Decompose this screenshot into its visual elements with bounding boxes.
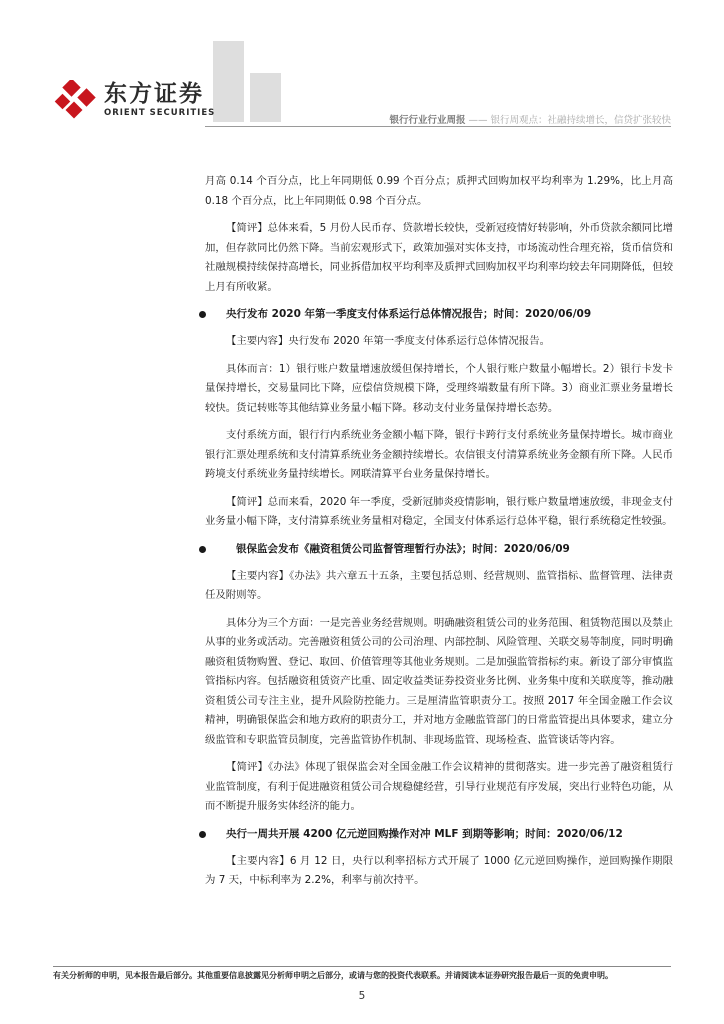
news-item-heading [199,825,673,844]
paragraph: 【主要内容】6 月 12 日，央行以利率招标方式开展了 1000 亿元逆回购操作，逆回购操作期限为 7 天，中标利率为 2.2%，利率与前次持平。 [205,854,673,886]
logo-chinese-name: 东方证券 [104,81,204,107]
news-heading-text: 银保监会发布《融资租赁公司监督管理暂行办法》；时间：2020/06/09 [236,542,570,555]
header-decoration-short [250,73,281,122]
logo-english-name: ORIENT SECURITIES [104,108,216,118]
orient-logo-icon [54,80,98,120]
paragraph: 支付系统方面，银行行内系统业务金额小幅下降，银行卡跨行支付系统业务量保持增长。城市商业银行汇票处理系统和支付清算系统业务金额持续增长。农信银支付清算系统业务金额有所下降。人民币跨境支付系统业务量持续增长。网联清算平台业务量保持增长。 [205,429,673,480]
paragraph: 月高 0.14 个百分点，比上年同期低 0.99 个百分点；质押式回购加权平均利率为 1.29%，比上月高 0.18 个百分点，比上年同期低 0.98 个百分点。 [205,175,673,207]
footer-disclaimer: 有关分析师的申明，见本报告最后部分。其他重要信息披露见分析师申明之后部分，或请与您的投资代表联系。并请阅读本证券研究报告最后一页的免责申明。 [53,971,613,980]
footer-divider [53,966,671,967]
paragraph: 【简评】《办法》体现了银保监会对全国金融工作会议精神的贯彻落实。进一步完善了融资租赁行业监管制度，有利于促进融资租赁公司合规稳健经营，引导行业规范有序发展，突出行业特色功能，从而不断提升服务实体经济的能力。 [205,761,673,812]
report-header [389,112,671,126]
news-item-heading [199,540,673,559]
bullet-icon [199,831,206,838]
header-decoration-tall [213,41,244,122]
news-heading-text: 央行发布 2020 年第一季度支付体系运行总体情况报告；时间：2020/06/09 [226,308,592,320]
paragraph: 【主要内容】央行发布 2020 年第一季度支付体系运行总体情况报告。 [226,335,550,347]
report-subtitle: —— 银行周观点：社融持续增长，信贷扩张较快 [465,115,671,126]
news-item-heading [199,305,673,324]
paragraph: 具体分为三个方面：一是完善业务经营规则。明确融资租赁公司的业务范围、租赁物范围以及禁止从事的业务或活动。完善融资租赁公司的公司治理、内部控制、风险管理、关联交易等制度，同时明确融资租赁物购置、登记、取回、价值管理等其他业务规则。二是加强监管指标约束。新设了部分审慎监管指标内容。包括融资租赁资产比重、固定收益类证券投资业务比例、业务集中度和关联度等，推动融资租赁公司专注主业，提升风险防控能力。三是厘清监管职责分工。按照 2017 年全国金融工作会议精神，明确银保监会和地方政府的职责分工，并对地方金融监管部门的日常监管提出具体要求，建立分级监管和专职监管员制度，完善监管协作机制、非现场监管、现场检查、监管谈话等内容。 [205,616,673,746]
report-title: 银行行业行业周报 [389,115,466,126]
bullet-icon [199,546,206,553]
page-number: 5 [358,990,366,1002]
news-heading-text: 央行一周共开展 4200 亿元逆回购操作对冲 MLF 到期等影响；时间：2020/06/12 [226,827,623,840]
report-body [205,172,673,899]
header-divider [205,126,671,127]
company-logo [54,80,215,120]
paragraph: 【简评】总而来看，2020 年一季度，受新冠肺炎疫情影响，银行账户数量增速放缓，非现金支付业务量小幅下降，支付清算系统业务量相对稳定，全国支付体系运行总体平稳，银行系统稳定性较强。 [205,495,673,527]
paragraph: 具体而言：1）银行账户数量增速放缓但保持增长，个人银行账户数量小幅增长。2）银行卡发卡量保持增长，交易量同比下降，应偿信贷规模下降，受理终端数量有所下降。3）商业汇票业务量增长较快。货记转账等其他结算业务量小幅下降。移动支付业务量保持增长态势。 [205,362,673,414]
paragraph: 【简评】总体来看，5 月份人民币存、贷款增长较快，受新冠疫情好转影响，外币贷款余额同比增加，但存款同比仍然下降。当前宏观形式下，政策加强对实体支持，市场流动性合理充裕，货币信贷和社融规模持续保持高增长，同业拆借加权平均利率及质押式回购加权平均利率均较去年同期降低，但较上月有所收紧。 [205,222,673,293]
bullet-icon [199,311,206,318]
paragraph: 【主要内容】《办法》共六章五十五条，主要包括总则、经营规则、监管指标、监督管理、法律责任及附则等。 [205,569,673,601]
